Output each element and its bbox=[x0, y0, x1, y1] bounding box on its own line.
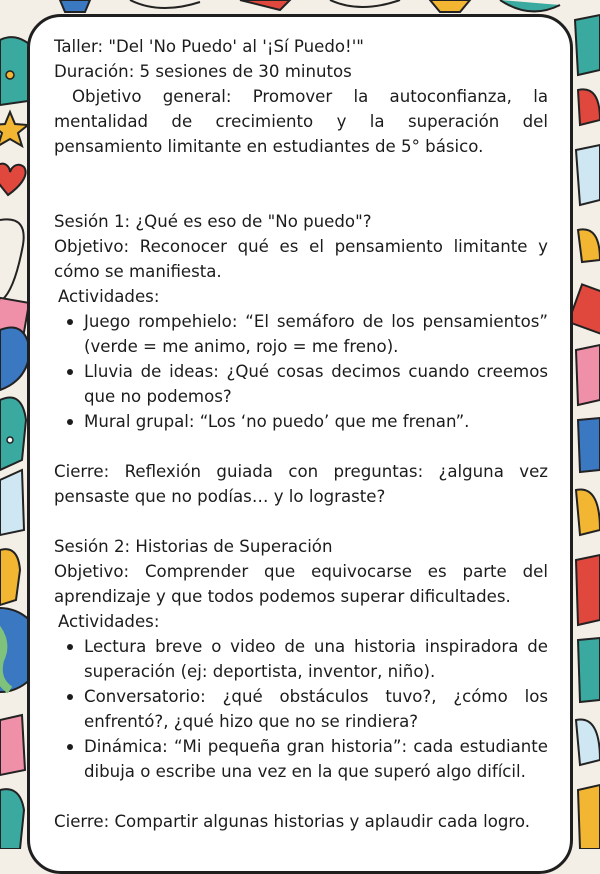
session-2 bbox=[54, 534, 548, 834]
backpack-icon bbox=[576, 555, 600, 625]
list-item: Juego rompehielo: “El semáforo de los pensamientos” (verde = me animo, rojo = me freno). bbox=[84, 309, 548, 359]
activities-label: Actividades: bbox=[58, 612, 160, 631]
activities-list bbox=[54, 309, 548, 434]
session-closing: Cierre: Reflexión guiada con preguntas: ¿alguna vez pensaste que no podías… y lo lograste? bbox=[54, 462, 548, 506]
session-title: Sesión 1: ¿Qué es eso de "No puedo"? bbox=[54, 212, 372, 231]
session-objective: Objetivo: Reconocer qué es el pensamiento limitante y cómo se manifiesta. bbox=[54, 237, 548, 281]
general-objective: Objetivo general: Promover la autoconfianza, la mentalidad de crecimiento y la superación del pensamiento limitante en estudiantes de 5° básico. bbox=[54, 87, 548, 156]
list-item: Conversatorio: ¿qué obstáculos tuvo?, ¿cómo los enfrentó?, ¿qué hizo que no se rindiera? bbox=[84, 684, 548, 734]
list-item: Dinámica: “Mi pequeña gran historia”: cada estudiante dibuja o escribe una vez en la que superó algo difícil. bbox=[84, 734, 548, 784]
duration: Duración: 5 sesiones de 30 minutos bbox=[54, 62, 352, 81]
list-item: Lectura breve o video de una historia inspiradora de superación (ej: deportista, inventor, niño). bbox=[84, 634, 548, 684]
list-item: Mural grupal: “Los ‘no puedo’ que me frenan”. bbox=[84, 409, 548, 434]
session-closing: Cierre: Compartir algunas historias y aplaudir cada logro. bbox=[54, 812, 530, 831]
session-objective: Objetivo: Comprender que equivocarse es parte del aprendizaje y que todos podemos superar dificultades. bbox=[54, 562, 548, 606]
book-icon bbox=[575, 15, 600, 75]
session-title: Sesión 2: Historias de Superación bbox=[54, 537, 333, 556]
activities-list bbox=[54, 634, 548, 784]
session-1 bbox=[54, 209, 548, 509]
activities-label: Actividades: bbox=[58, 287, 160, 306]
list-item: Lluvia de ideas: ¿Qué cosas decimos cuando creemos que no podemos? bbox=[84, 359, 548, 409]
workshop-title: Taller: "Del 'No Puedo' al '¡Sí Puedo!'" bbox=[54, 37, 364, 56]
worksheet-content bbox=[54, 34, 548, 834]
